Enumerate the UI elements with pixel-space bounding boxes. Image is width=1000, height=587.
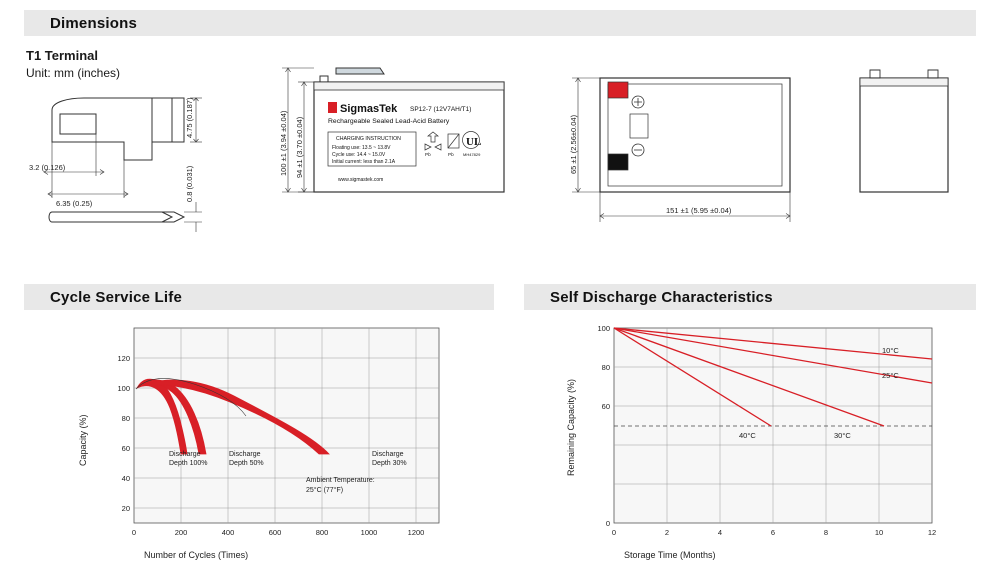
legend-40c: 40°C: [739, 431, 756, 440]
battery-model: SP12-7 (12V7AH/T1): [410, 106, 472, 113]
section-title-dimensions: Dimensions: [50, 14, 138, 32]
svg-text:100: 100: [117, 384, 130, 393]
svg-text:1000: 1000: [360, 528, 378, 537]
battery-brand: SigmasTek: [340, 103, 398, 115]
svg-text:UL: UL: [466, 136, 482, 148]
axis-label-capacity: Capacity (%): [78, 414, 88, 466]
dim-battery-width-side: 65 ±1 (2.56±0.04): [569, 114, 578, 174]
charging-title: CHARGING INSTRUCTION: [336, 136, 401, 142]
chart-self-discharge: [524, 316, 976, 578]
dim-height-475: 4.75 (0.187): [185, 97, 194, 138]
svg-text:400: 400: [221, 528, 235, 537]
annotation-depth-100: Discharge: [169, 451, 201, 458]
annotation-depth-30: Discharge: [372, 451, 404, 458]
svg-text:100: 100: [597, 324, 610, 333]
dim-battery-height-total: 100 ±1 (3.94 ±0.04): [279, 110, 288, 176]
dim-thickness-08: 0.8 (0.031): [185, 165, 194, 202]
svg-text:40: 40: [121, 474, 130, 483]
svg-text:8: 8: [823, 528, 829, 537]
svg-text:25°C (77°F): 25°C (77°F): [306, 487, 344, 494]
svg-text:600: 600: [268, 528, 282, 537]
axis-label-storage-time: Storage Time (Months): [624, 550, 716, 560]
svg-text:120: 120: [117, 354, 130, 363]
terminal-positive: [608, 82, 628, 98]
svg-text:Depth 50%: Depth 50%: [229, 460, 264, 467]
dim-width-635: 6.35 (0.25): [56, 199, 93, 208]
unit-label: Unit: mm (inches): [26, 66, 121, 80]
charging-line2: Cycle use: 14.4 ~ 15.0V: [332, 152, 386, 158]
svg-text:Pb: Pb: [425, 152, 431, 157]
dim-battery-height-body: 94 ±1 (3.70 ±0.04): [295, 116, 304, 178]
section-header-self-discharge: [524, 284, 976, 310]
battery-front-view: [262, 50, 562, 240]
svg-text:80: 80: [601, 363, 610, 372]
svg-text:12: 12: [927, 528, 937, 537]
legend-10c: 10°C: [882, 346, 899, 355]
svg-text:0: 0: [611, 528, 617, 537]
svg-text:20: 20: [121, 504, 130, 513]
svg-text:2: 2: [664, 528, 670, 537]
battery-top-view: [556, 50, 816, 240]
battery-website: www.sigmastek.com: [338, 177, 384, 183]
section-header-dimensions: [24, 10, 976, 36]
svg-text:6: 6: [770, 528, 776, 537]
svg-text:0: 0: [605, 519, 610, 528]
terminal-negative: [608, 154, 628, 170]
charging-line1: Floating use: 13.5 ~ 13.8V: [332, 145, 391, 151]
svg-text:MH47829: MH47829: [463, 152, 481, 157]
svg-text:1200: 1200: [407, 528, 425, 537]
chart-cycle-service-life: [24, 316, 494, 578]
section-title-self-discharge: Self Discharge Characteristics: [550, 288, 773, 306]
dim-width-32: 3.2 (0.126): [29, 163, 66, 172]
svg-text:Depth 30%: Depth 30%: [372, 460, 407, 467]
t1-terminal-drawing: [24, 80, 254, 260]
axis-label-cycles: Number of Cycles (Times): [144, 550, 249, 560]
section-title-cycle-service-life: Cycle Service Life: [50, 288, 183, 306]
svg-text:10: 10: [874, 528, 884, 537]
svg-text:0: 0: [131, 528, 137, 537]
battery-type-line: Rechargeable Sealed Lead-Acid Battery: [328, 118, 450, 125]
svg-text:200: 200: [174, 528, 188, 537]
svg-text:Pb: Pb: [448, 152, 454, 157]
axis-label-remaining-capacity: Remaining Capacity (%): [566, 378, 576, 476]
svg-text:4: 4: [717, 528, 723, 537]
svg-text:60: 60: [121, 444, 130, 453]
dim-battery-length: 151 ±1 (5.95 ±0.04): [666, 206, 732, 215]
svg-text:Depth 100%: Depth 100%: [169, 460, 208, 467]
svg-text:800: 800: [315, 528, 329, 537]
battery-side-view: [846, 50, 976, 200]
annotation-depth-50: Discharge: [229, 451, 261, 458]
legend-30c: 30°C: [834, 431, 851, 440]
legend-25c: 25°C: [882, 371, 899, 380]
t1-terminal-title: T1 Terminal: [26, 48, 99, 63]
svg-text:80: 80: [121, 414, 130, 423]
charging-line3: Initial current: less than 2.1A: [332, 159, 396, 165]
annotation-ambient-temp: Ambient Temperature:: [306, 477, 375, 484]
section-header-cycle-service-life: [24, 284, 494, 310]
svg-text:60: 60: [601, 402, 610, 411]
